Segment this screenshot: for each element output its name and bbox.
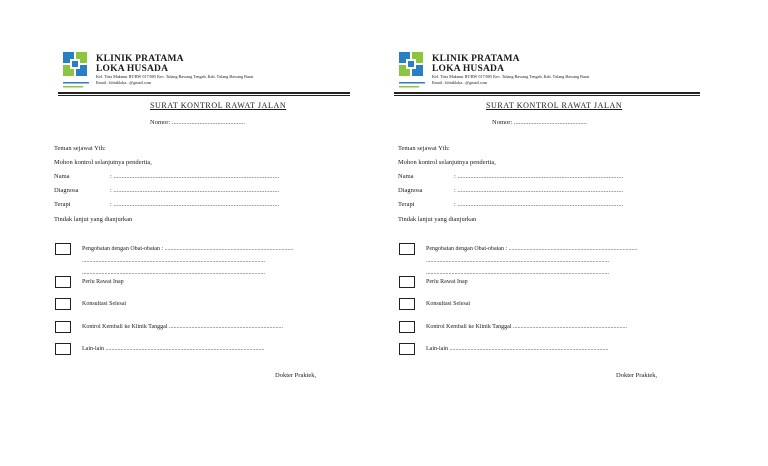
option-extra-line[interactable]: .......................................................................................................................... bbox=[82, 270, 265, 276]
option-checkbox[interactable] bbox=[55, 276, 71, 288]
option-label: Perlu Rawat Inap bbox=[426, 279, 468, 285]
field-value-line[interactable]: : ...................................................................................................... bbox=[110, 187, 280, 194]
header-rule bbox=[58, 92, 350, 94]
option-checkbox[interactable] bbox=[55, 343, 71, 355]
option-label: Kontrol Kembali ke Klinik Tanggal ............................................................................ bbox=[426, 324, 627, 330]
option-extra-line[interactable]: .......................................................................................................................... bbox=[82, 258, 265, 264]
option-checkbox[interactable] bbox=[399, 321, 415, 333]
field-label: Diagnosa bbox=[54, 187, 79, 194]
option-checkbox[interactable] bbox=[399, 343, 415, 355]
letter-number: Nomor: ............................................. bbox=[150, 119, 245, 126]
clinic-logo-icon bbox=[397, 50, 427, 94]
request-text: Mohon kontrol selanjutnya penderita, bbox=[398, 159, 496, 166]
option-label: Pengobatan dengan Obat-obatan : ...................................................................................... bbox=[82, 246, 294, 252]
clinic-name-line1: KLINIK PRATAMA bbox=[96, 54, 184, 64]
clinic-name-line2: LOKA HUSADA bbox=[96, 64, 169, 74]
followup-heading: Tindak lanjut yang dianjurkan bbox=[398, 216, 477, 223]
request-text: Mohon kontrol selanjutnya penderita, bbox=[54, 159, 152, 166]
clinic-name-line2: LOKA HUSADA bbox=[432, 64, 505, 74]
signature-label: Dokter Praktek, bbox=[616, 372, 658, 379]
greeting: Teman sejawat Yth: bbox=[54, 145, 106, 152]
option-checkbox[interactable] bbox=[399, 243, 415, 255]
option-checkbox[interactable] bbox=[399, 276, 415, 288]
header-rule-thin bbox=[58, 95, 350, 96]
clinic-address bbox=[96, 74, 253, 86]
option-extra-line[interactable]: .......................................................................................................................... bbox=[426, 258, 609, 264]
field-label: Nama bbox=[54, 173, 70, 180]
field-value-line[interactable]: : ...................................................................................................... bbox=[454, 187, 624, 194]
field-label: Nama bbox=[398, 173, 414, 180]
option-checkbox[interactable] bbox=[55, 298, 71, 310]
followup-heading: Tindak lanjut yang dianjurkan bbox=[54, 216, 133, 223]
field-value-line[interactable]: : ...................................................................................................... bbox=[110, 201, 280, 208]
field-label: Terapi bbox=[398, 201, 415, 208]
option-label: Konsultasi Selesai bbox=[426, 301, 471, 307]
field-value-line[interactable]: : ...................................................................................................... bbox=[454, 201, 624, 208]
letter-title: SURAT KONTROL RAWAT JALAN bbox=[486, 101, 623, 110]
option-label: Kontrol Kembali ke Klinik Tanggal ............................................................................ bbox=[82, 324, 283, 330]
email-text: Email : klinikloka...@gmail.com bbox=[432, 80, 488, 85]
letter-title: SURAT KONTROL RAWAT JALAN bbox=[150, 101, 287, 110]
field-label: Diagnosa bbox=[398, 187, 423, 194]
field-value-line[interactable]: : ...................................................................................................... bbox=[110, 173, 280, 180]
option-checkbox[interactable] bbox=[55, 243, 71, 255]
header-rule-thin bbox=[394, 95, 700, 96]
address-text: Kel. Tirta Makmur RT/RW 017/005 Kec. Tulang Bawang Tengah, Kab. Tulang Bawang Barat bbox=[96, 74, 254, 79]
clinic-name bbox=[96, 54, 184, 74]
field-value-line[interactable]: : ...................................................................................................... bbox=[454, 173, 624, 180]
clinic-logo-icon bbox=[61, 50, 91, 94]
clinic-name bbox=[432, 54, 520, 74]
email-text: Email : klinikloka...@gmail.com bbox=[96, 80, 152, 85]
greeting: Teman sejawat Yth: bbox=[398, 145, 450, 152]
clinic-address bbox=[432, 74, 589, 86]
option-label: Lain-lain .......................................................................................................... bbox=[82, 346, 265, 352]
option-label: Lain-lain .......................................................................................................... bbox=[426, 346, 609, 352]
header-rule bbox=[394, 92, 700, 94]
clinic-name-line1: KLINIK PRATAMA bbox=[432, 54, 520, 64]
letter-number: Nomor: ............................................. bbox=[492, 119, 587, 126]
field-label: Terapi bbox=[54, 201, 71, 208]
option-extra-line[interactable]: .......................................................................................................................... bbox=[426, 270, 609, 276]
control-letter-form bbox=[384, 0, 768, 466]
option-checkbox[interactable] bbox=[399, 298, 415, 310]
address-text: Kel. Tirta Makmur RT/RW 017/005 Kec. Tulang Bawang Tengah, Kab. Tulang Bawang Barat bbox=[432, 74, 590, 79]
option-label: Pengobatan dengan Obat-obatan : ...................................................................................... bbox=[426, 246, 638, 252]
option-checkbox[interactable] bbox=[55, 321, 71, 333]
option-label: Konsultasi Selesai bbox=[82, 301, 127, 307]
option-label: Perlu Rawat Inap bbox=[82, 279, 124, 285]
signature-label: Dokter Praktek, bbox=[275, 372, 317, 379]
